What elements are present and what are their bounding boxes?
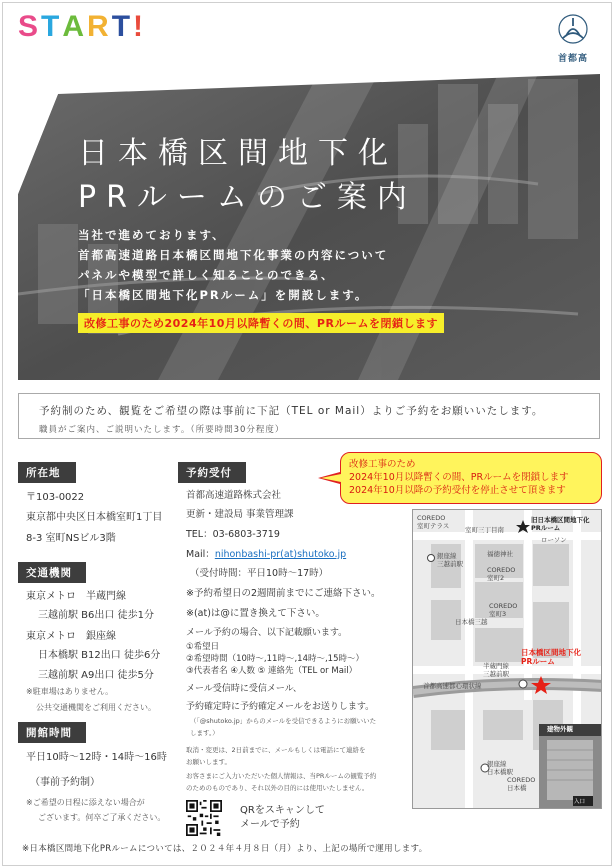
logo-letter: ! [133,10,147,43]
access-line2-station-b: 三越前駅 A9出口 徒歩5分 [38,670,154,681]
access-line2-station-a: 日本橋駅 B12出口 徒歩6分 [38,650,161,661]
domain-note2: します。） [190,729,219,737]
privacy-line3: お客さまにご入力いただいた個人情報は、当PRルームの観覧予約 [186,772,377,780]
shutoko-mark-icon [558,14,588,44]
hero-banner [18,74,600,380]
map-label-coredo-terrace: COREDO 室町テラス [417,514,450,530]
hero-title-line2: PRルームのご案内 [78,180,417,215]
postal-code: 〒103-0022 [26,492,85,503]
hero-body [78,225,388,305]
bubble-line1: 改修工事のため [349,459,416,470]
opening-hours: 平日10時～12時・14時～16時 [26,752,167,763]
map-label-ginza-nihonbashi: 銀座線 日本橋駅 [487,760,513,776]
privacy-line1: 取消・変更は、2日前までに、メールもしくは電話にて連絡を [186,746,366,754]
qr-code-icon[interactable] [186,800,222,836]
mail-link[interactable]: nihonbashi-pr(at)shutoko.jp [214,549,347,560]
hours-heading: 開館時間 [18,722,86,743]
map-label-hanzomon-mitsukoshimae: 半蔵門線 三越前駅 [483,662,509,678]
logo-letter: A [62,10,88,43]
booking-company: 首都高速道路株式会社 [186,490,282,501]
booking-rule2: ※(at)は@に置き換えて下さい。 [186,608,325,619]
reservation-info-box [18,393,600,439]
map-label-ginza-mitsukoshimae: 銀座線 三越前駅 [437,552,463,568]
privacy-line2: お願いします。 [186,758,231,766]
start-logo [18,12,146,42]
booking-heading: 予約受付 [178,462,246,483]
mail-field2: ②希望時間（10時～,11時～,14時～,15時～） [186,654,364,664]
hero-title-line1: 日本橋区間地下化 [78,136,398,171]
hero-body-line: 首都高速道路日本橋区間地下化事業の内容について [78,248,389,262]
map-label-expressway: 首都高速都心環状線 [423,682,482,690]
shutoko-logo [548,14,598,66]
map-label-coredo2: COREDO 室町2 [487,566,516,582]
notice-bubble-tail-inner [321,474,341,482]
mail-label: Mail： [186,549,215,560]
map-label-coredo3: COREDO 室町3 [489,602,518,618]
booking-rule1: ※予約希望日の2週間前までにご連絡下さい。 [186,588,381,599]
mail-fields-intro: メール予約の場合、以下記載願います。 [186,628,348,638]
qr-caption [240,804,325,832]
closure-notice-bubble [340,452,602,504]
bubble-line3: 2024年10月以降の予約受付を停止させて頂きます [349,485,566,496]
parking-note: ※駐車場はありません。 [26,687,114,696]
map-label-lawson: ローソン [541,536,567,544]
bubble-line2: 2024年10月以降暫くの間、PRルームを閉鎖します [349,472,569,483]
mail-field1: ①希望日 [186,642,220,652]
footer-note: ※日本橋区間地下化PRルームについては、２０２４年４月８日（月）より、上記の場所で運用します。 [22,844,428,854]
hero-body-line: 「日本橋区間地下化PRルーム」を開設します。 [78,288,369,302]
map-label-nihonbashi-mitsukoshi: 日本橋三越 [455,618,488,626]
access-line2: 東京メトロ 銀座線 [26,631,116,642]
map-label-pr-room: 日本橋区間地下化 PRルーム [521,648,581,666]
address-line2: 8-3 室町NSビル3階 [26,533,116,544]
map-label-entrance: 入口 [574,799,586,805]
access-map [412,509,602,809]
privacy-line4: のためのものであり、それ以外の目的には使用いたしません。 [186,784,369,792]
map-label-coredo-nihonbashi: COREDO 日本橋 [507,776,536,792]
closure-notice: 改修工事のため2024年10月以降暫くの間、PRルームを閉鎖します [78,313,444,333]
address-line1: 東京都中央区日本橋室町1丁目 [26,512,163,523]
logo-letter: R [87,10,112,43]
booking-tel[interactable]: TEL：03-6803-3719 [186,529,280,540]
booking-mail-row [186,546,346,560]
hero-body-line: 当社で進めております、 [78,228,226,242]
qr-caption-line1: QRをスキャンして [240,805,325,816]
confirm-line2: 予約確定時に予約確定メールをお送りします。 [186,702,375,712]
hero-body-line: パネルや模型で詳しく知ることのできる、 [78,268,335,282]
qr-caption-line2: メールで予約 [240,819,300,830]
domain-note1: （「@shutoko.jp」からのメールを受信できるようにお願いいた [190,717,377,725]
access-line1-station: 三越前駅 B6出口 徒歩1分 [38,610,154,621]
hours-caveat2: ございます。何卒ご了承ください。 [38,813,166,822]
hours-caveat1: ※ご希望の日程に添えない場合が [26,798,145,807]
mail-hours: （受付時間：平日10時～17時） [190,568,329,579]
transit-note: 公共交通機関をご利用ください。 [36,703,156,712]
corp-name: 首都高 [557,54,588,64]
booking-dept: 更新・建設局 事業管理課 [186,509,294,520]
map-label-muromachi3: 室町三丁目南 [465,526,504,534]
hero-title [78,132,417,220]
confirm-line1: メール受信時に受信メール、 [186,684,302,694]
hours-note: （事前予約制） [30,777,100,788]
location-heading: 所在地 [18,462,76,483]
map-label-building: 建物外観 [547,725,573,733]
logo-letter: T [111,10,134,43]
mail-field3: ③代表者名 ④人数 ⑤ 連絡先（TEL or Mail） [186,666,358,676]
map-label-pr-room-old: 旧日本橋区間地下化 PRルーム [531,516,590,532]
access-line1: 東京メトロ 半蔵門線 [26,591,126,602]
reservation-line1: 予約制のため、観覧をご希望の際は事前に下記（TEL or Mail）よりご予約をお願いいたします。 [39,405,544,417]
logo-letter: S [18,10,42,43]
access-heading: 交通機関 [18,562,86,583]
map-label-fukutoku: 福徳神社 [487,550,513,558]
reservation-line2: 職員がご案内、ご説明いたします。（所要時間30分程度） [39,425,285,435]
logo-letter: T [41,10,63,43]
